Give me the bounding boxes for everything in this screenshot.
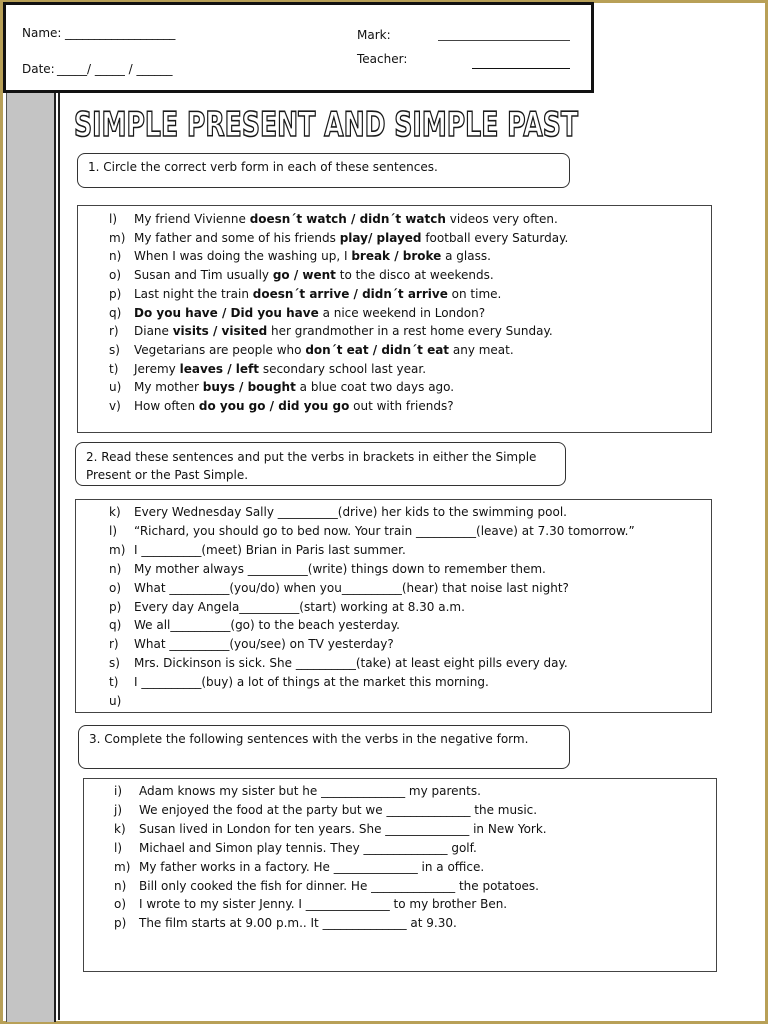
teacher-field[interactable]	[472, 68, 570, 69]
item-sentence: I __________(meet) Brian in Paris last summer.	[134, 542, 406, 557]
verb-choice[interactable]: doesn´t watch / didn´t watch	[249, 212, 446, 226]
item-sentence	[134, 230, 568, 246]
verb-choice[interactable]: go / went	[272, 268, 336, 283]
sentence-fragment: Jeremy	[134, 361, 180, 376]
verb-choice[interactable]: leaves / left	[179, 361, 259, 376]
item-letter: t)	[109, 361, 119, 376]
margin-strip	[6, 92, 56, 1022]
item-letter: q)	[109, 305, 122, 320]
item-sentence	[134, 361, 426, 377]
sentence-fragment: a blue coat two days ago.	[295, 380, 455, 395]
item-sentence: My mother always __________(write) things down to remember them.	[134, 561, 546, 576]
item-letter: j)	[114, 802, 123, 817]
teacher-label: Teacher:	[357, 52, 408, 66]
item-sentence: What __________(you/see) on TV yesterday?	[134, 637, 394, 652]
item-letter: o)	[109, 580, 122, 595]
item-sentence: The film starts at 9.00 p.m.. It ______________ at 9.30.	[139, 916, 457, 931]
item-letter: n)	[109, 561, 122, 576]
item-sentence	[134, 211, 558, 227]
sentence-fragment: secondary school last year.	[259, 361, 427, 376]
item-letter: u)	[109, 694, 122, 708]
item-letter: l)	[109, 523, 118, 538]
name-field[interactable]: ___________________	[65, 26, 176, 40]
section1-instruction-box	[77, 153, 570, 188]
item-sentence: Michael and Simon play tennis. They ______________ golf.	[139, 840, 477, 855]
sentence-fragment: My friend Vivienne	[134, 212, 250, 226]
item-sentence: We enjoyed the food at the party but we ______________ the music.	[139, 802, 538, 817]
item-sentence: Every Wednesday Sally __________(drive) her kids to the swimming pool.	[134, 505, 567, 519]
item-sentence: Susan lived in London for ten years. She ______________ in New York.	[139, 821, 547, 836]
date-label: Date:	[22, 62, 55, 76]
item-sentence: What __________(you/do) when you__________(hear) that noise last night?	[134, 580, 569, 595]
title-text: SIMPLE PRESENT AND SIMPLE PAST	[74, 105, 579, 145]
sentence-fragment: My father and some of his friends	[134, 230, 340, 245]
item-sentence	[134, 248, 491, 264]
sentence-fragment: a nice weekend in London?	[318, 305, 486, 320]
verb-choice[interactable]: doesn´t arrive / didn´t arrive	[252, 286, 448, 301]
item-letter: l)	[114, 840, 123, 855]
item-letter: m)	[109, 230, 126, 245]
sentence-fragment: My mother	[134, 380, 203, 395]
item-sentence: Adam knows my sister but he ______________ my parents.	[139, 784, 481, 798]
item-sentence	[134, 398, 454, 414]
item-letter: r)	[109, 637, 119, 652]
item-letter: m)	[114, 859, 131, 874]
mark-field[interactable]	[438, 40, 570, 41]
item-letter: q)	[109, 618, 122, 633]
sentence-fragment: out with friends?	[349, 399, 454, 413]
item-sentence	[134, 267, 494, 283]
item-letter: n)	[114, 878, 127, 893]
item-sentence: Bill only cooked the fish for dinner. He ______________ the potatoes.	[139, 878, 539, 893]
item-letter: o)	[109, 268, 122, 283]
sentence-fragment: a glass.	[441, 249, 491, 264]
item-sentence: “Richard, you should go to bed now. Your train __________(leave) at 7.30 tomorrow.”	[134, 523, 635, 538]
item-letter: o)	[114, 897, 127, 912]
item-letter: i)	[114, 784, 123, 798]
section2-instruction-line1: 2. Read these sentences and put the verbs in brackets in either the Simple	[86, 450, 537, 464]
verb-choice[interactable]: Do you have / Did you have	[134, 305, 319, 320]
sentence-fragment: When I was doing the washing up, I	[134, 249, 352, 264]
name-label: Name:	[22, 26, 62, 40]
section1-instruction: 1. Circle the correct verb form in each of these sentences.	[88, 160, 438, 174]
section3-instruction: 3. Complete the following sentences with the verbs in the negative form.	[89, 732, 529, 746]
item-sentence: Mrs. Dickinson is sick. She __________(take) at least eight pills every day.	[134, 656, 568, 671]
item-sentence: My father works in a factory. He ______________ in a office.	[139, 859, 485, 874]
item-sentence	[134, 323, 553, 339]
item-letter: s)	[109, 656, 120, 671]
verb-choice[interactable]: buys / bought	[202, 380, 296, 395]
item-letter: k)	[109, 505, 121, 519]
item-sentence: I wrote to my sister Jenny. I ______________ to my brother Ben.	[139, 897, 508, 912]
item-letter: l)	[109, 212, 118, 226]
date-field[interactable]: _____/ _____ / ______	[57, 62, 173, 76]
sentence-fragment: How often	[134, 399, 199, 413]
item-letter: u)	[109, 380, 122, 395]
sentence-fragment: videos very often.	[445, 212, 558, 226]
item-letter: t)	[109, 675, 119, 690]
item-letter: v)	[109, 399, 121, 413]
item-letter: p)	[109, 599, 122, 614]
sentence-fragment: her grandmother in a rest home every Sunday.	[267, 324, 553, 339]
sentence-fragment: on time.	[447, 286, 502, 301]
sentence-fragment: to the disco at weekends.	[335, 268, 494, 283]
item-letter: n)	[109, 249, 122, 264]
item-letter: p)	[114, 916, 127, 931]
item-letter: s)	[109, 342, 120, 357]
sentence-fragment: Last night the train	[134, 286, 253, 301]
item-letter: m)	[109, 542, 126, 557]
sentence-fragment: Vegetarians are people who	[134, 342, 306, 357]
section2-instruction-box	[75, 442, 566, 486]
sentence-fragment: Diane	[134, 324, 173, 339]
sentence-fragment: Susan and Tim usually	[134, 268, 273, 283]
header-box	[3, 2, 594, 93]
item-sentence	[134, 379, 454, 395]
verb-choice[interactable]: visits / visited	[172, 324, 268, 339]
section3-instruction-box	[78, 725, 570, 769]
verb-choice[interactable]: don´t eat / didn´t eat	[305, 342, 450, 357]
verb-choice[interactable]: play/ played	[339, 230, 422, 245]
item-letter: k)	[114, 821, 126, 836]
item-sentence: We all__________(go) to the beach yesterday.	[134, 618, 400, 633]
sentence-fragment: any meat.	[449, 342, 514, 357]
item-letter: r)	[109, 324, 119, 339]
item-sentence	[134, 286, 501, 302]
mark-label: Mark:	[357, 28, 391, 42]
item-sentence: I __________(buy) a lot of things at the market this morning.	[134, 675, 489, 690]
verb-choice[interactable]: do you go / did you go	[198, 399, 350, 413]
item-sentence: Every day Angela__________(start) working at 8.30 a.m.	[134, 599, 465, 614]
item-sentence	[134, 342, 514, 358]
item-sentence	[134, 305, 485, 321]
item-letter: p)	[109, 286, 122, 301]
sentence-fragment: football every Saturday.	[421, 230, 569, 245]
worksheet-title	[72, 104, 582, 146]
section2-instruction-line2: Present or the Past Simple.	[86, 468, 249, 482]
verb-choice[interactable]: break / broke	[351, 249, 442, 264]
